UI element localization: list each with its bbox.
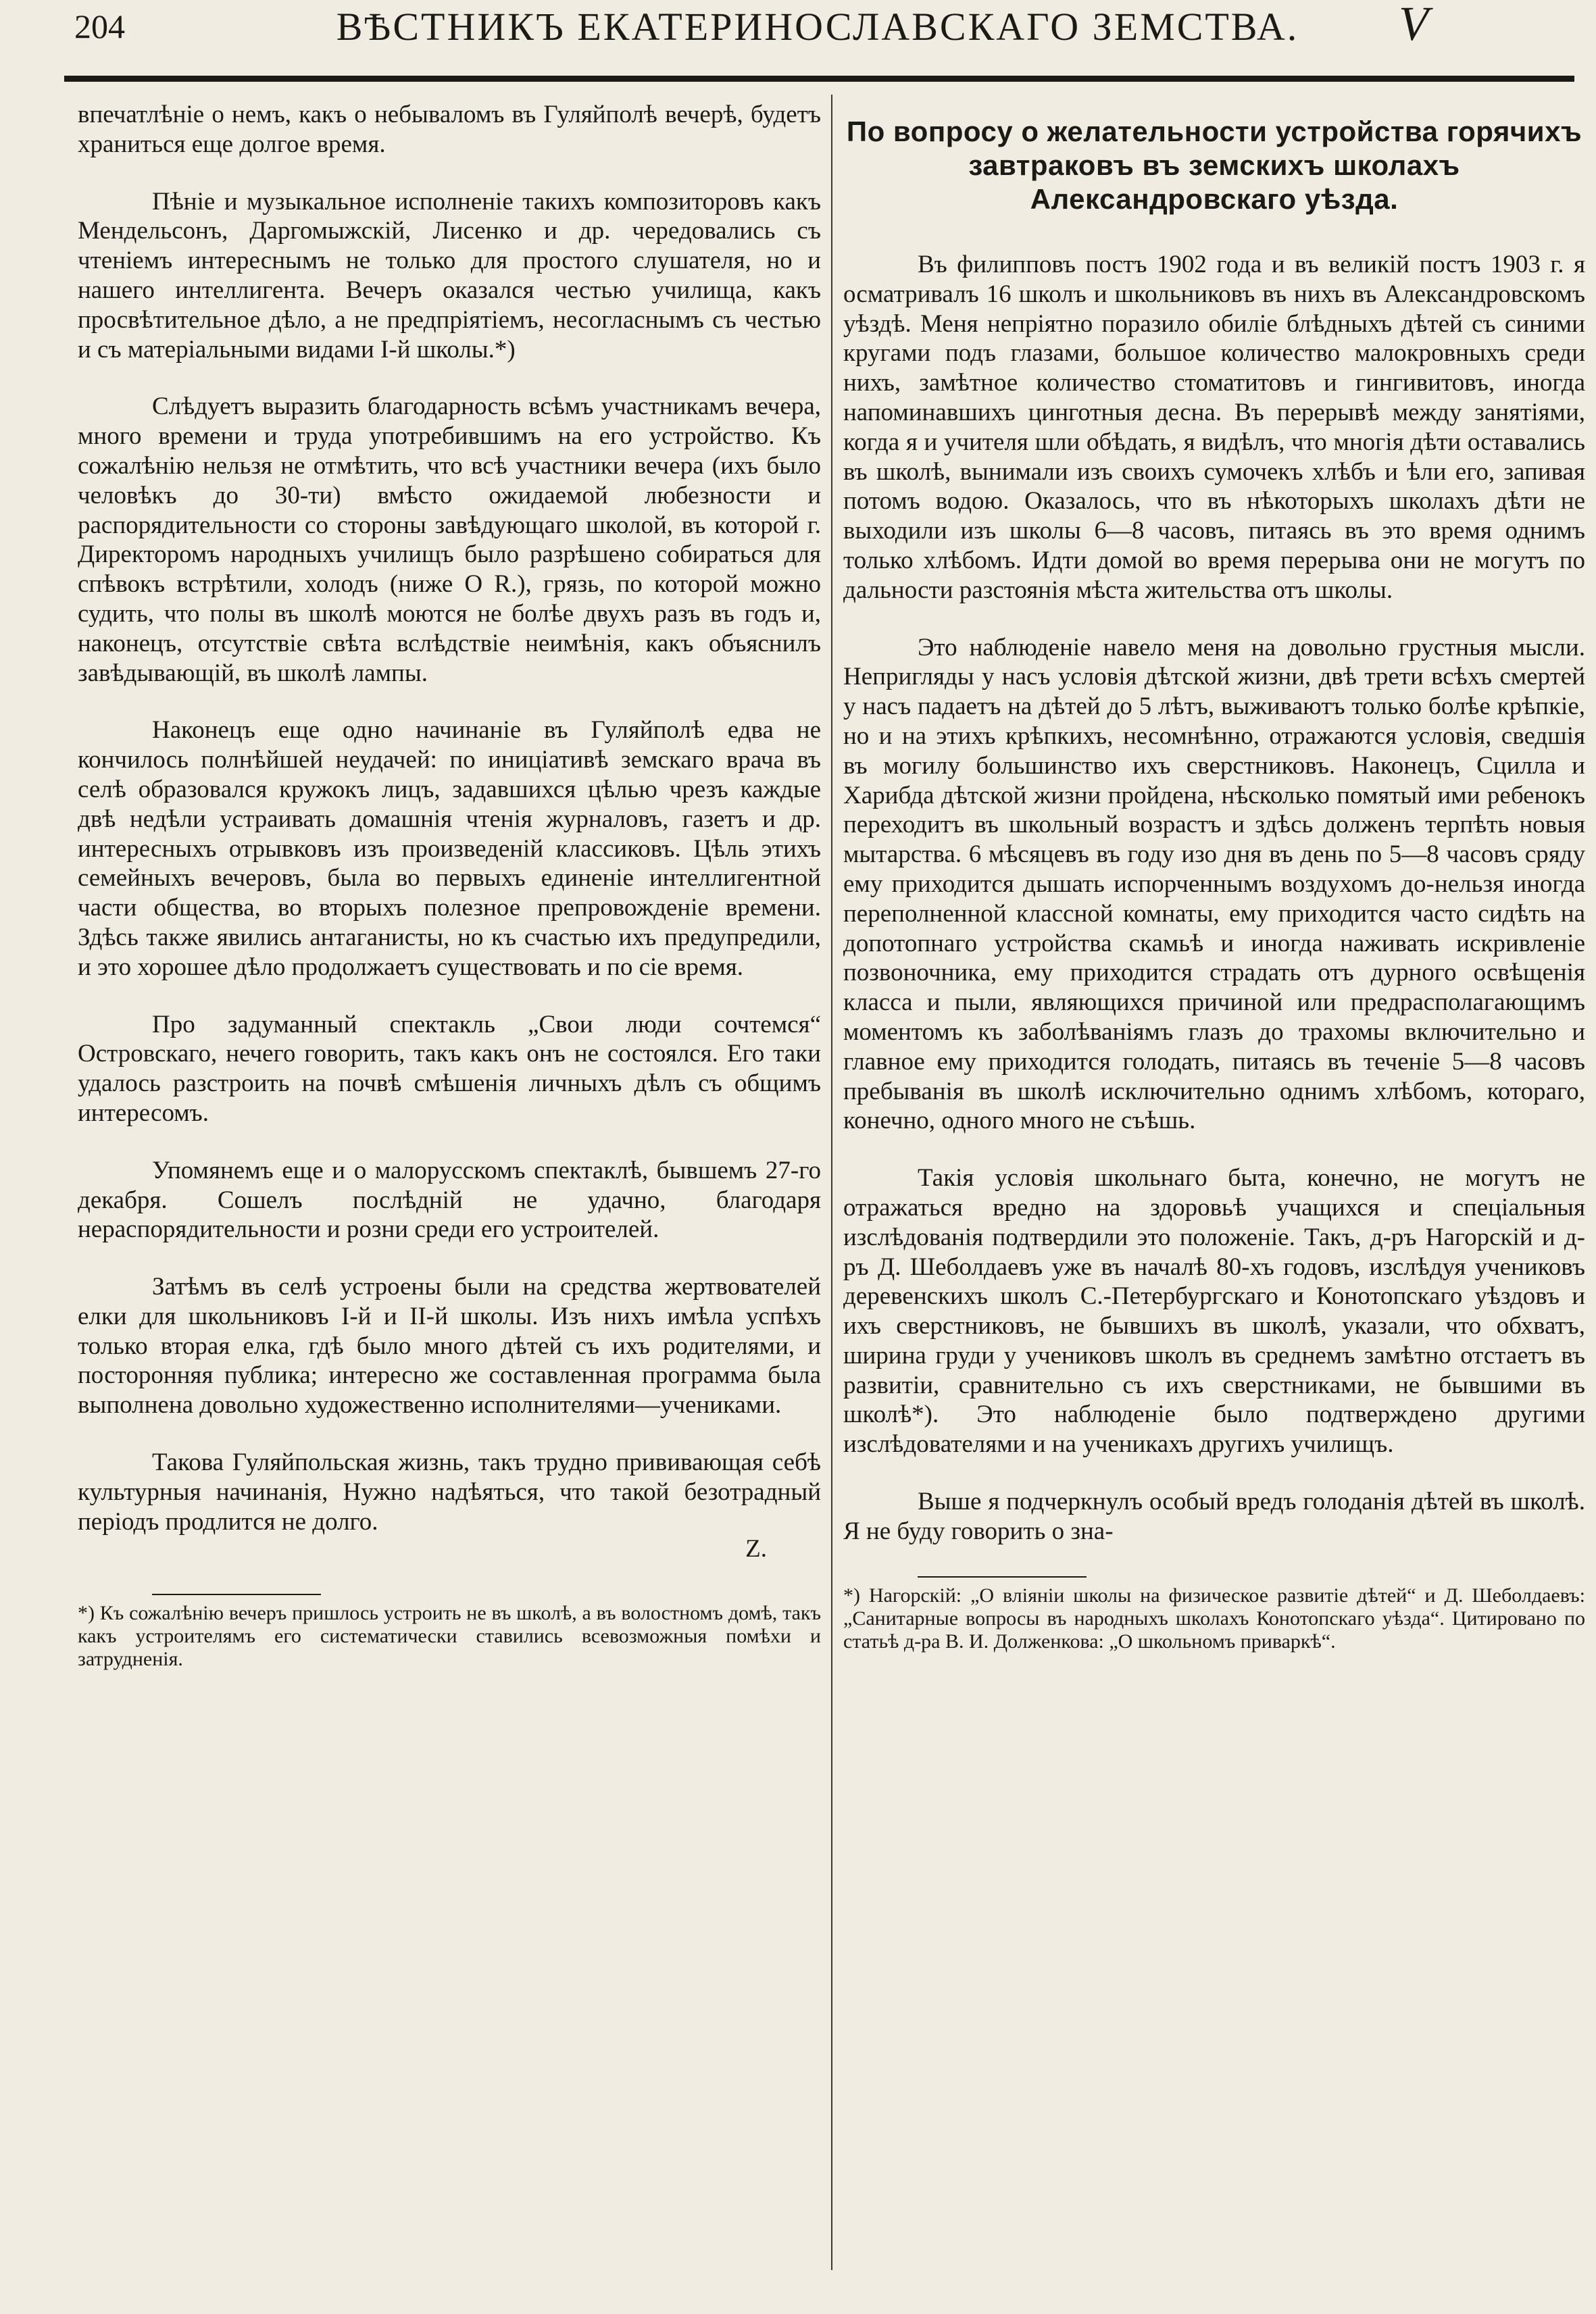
header-rule <box>64 76 1574 82</box>
left-paragraph-4: Наконецъ еще одно начинаніе въ Гуляйполѣ едва не кончилось полнѣйшей неудачей: по иниціативѣ земскаго врача въ селѣ образовался кружокъ лицъ, задавшихся цѣлью чрезъ каждые двѣ недѣли устраивать домашнія чтенія журналовъ, газетъ и др. интересныхъ отрывковъ изъ произведеній классиковъ. Цѣль этихъ семейныхъ вечеровъ, была во первыхъ единеніе интеллигентной части общества, во вторыхъ полезное препровожденіе времени. Здѣсь также явились антаганисты, но къ счастью ихъ предупредили, и это хорошее дѣло продолжаетъ существовать и по сіе время. <box>78 716 821 981</box>
right-footnote: *) Нагорскій: „О вліяніи школы на физическое развитіе дѣтей“ и Д. Шеболдаевъ: „Санитарные вопросы въ народныхъ школахъ Конотопскаго уѣзда“. Цитировано по статьѣ д-ра В. И. Долженкова: „О школьномъ приваркѣ“. <box>843 1584 1585 1653</box>
left-paragraph-6: Упомянемъ еще и о малорусскомъ спектаклѣ, бывшемъ 27-го декабря. Сошелъ послѣдній не удачно, благодаря нераспорядительности и розни среди его устроителей. <box>78 1156 821 1244</box>
handwritten-check-mark: V <box>1399 0 1428 51</box>
footnote-rule <box>152 1594 321 1595</box>
left-paragraph-7: Затѣмъ въ селѣ устроены были на средства жертвователей елки для школьниковъ I-й и II-й школы. Изъ нихъ имѣла успѣхъ только вторая елка, гдѣ было много дѣтей съ ихъ родителями, и посторонняя публика; интересно же составленная программа была выполнена довольно художественно исполнителями—учениками. <box>78 1273 821 1419</box>
right-paragraph-1: Въ филипповъ постъ 1902 года и въ великій постъ 1903 г. я осматривалъ 16 школъ и школьниковъ въ нихъ въ Александровскомъ уѣздѣ. Меня непріятно поразило обиліе блѣдныхъ дѣтей съ синими кругами подъ глазами, большое количество малокровныхъ среди нихъ, замѣтное количество стоматитовъ и гингивитовъ, иногда напоминавшихъ цинготныя десна. Въ перерывѣ между занятіями, когда я и учителя шли обѣдать, я видѣлъ, что многія дѣти оставались въ школѣ, вынимали изъ своихъ сумочекъ хлѣбъ и ѣли его, запивая потомъ водою. Оказалось, что въ нѣкоторыхъ школахъ дѣти не выходили изъ школы 6—8 часовъ, питаясь въ это время однимъ только хлѣбомъ. Идти домой во время перерыва они не могутъ по дальности разстоянія мѣста жительства отъ школы. <box>843 251 1585 604</box>
left-paragraph-5: Про задуманный спектакль „Свои люди сочтемся“ Островскаго, нечего говорить, такъ какъ онъ не состоялся. Его таки удалось разстроить на почвѣ смѣшенія личныхъ дѣлъ съ общимъ интересомъ. <box>78 1010 821 1127</box>
left-paragraph-2: Пѣніе и музыкальное исполненіе такихъ композиторовъ какъ Мендельсонъ, Даргомыжскій, Лисенко и др. чередовались съ чтеніемъ интереснымъ не только для простого слушателя, но и нашего интеллигента. Вечеръ оказался честью училища, какъ просвѣтительное дѣло, а не предпріятіемъ, несогласнымъ съ честью и съ матеріальными видами I-й школы.*) <box>78 187 821 363</box>
right-paragraph-2: Это наблюденіе навело меня на довольно грустныя мысли. Непригляды у насъ условія дѣтской жизни, двѣ трети всѣхъ смертей у насъ падаетъ на дѣтей до 5 лѣтъ, выживаютъ только болѣе крѣпкіе, но и на этихъ крѣпкихъ, несомнѣнно, отражаются условія, сведшія въ могилу большинство ихъ сверстниковъ. Наконецъ, Сцилла и Харибда дѣтской жизни пройдена, нѣсколько помятый ими ребенокъ переходитъ въ школьный возрастъ и здѣсь долженъ терпѣть новыя мытарства. 6 мѣсяцевъ въ году изо дня въ день по 5—8 часовъ сряду ему приходится дышать испорченнымъ воздухомъ до-нельзя иногда переполненной классной комнаты, ему приходится часто сидѣть на допотопнаго устройства скамьѣ и иногда наживать искривленіе позвоночника, ему приходится страдать отъ дурного освѣщенія класса и пыли, являющихся причиной или предрасполагающимъ моментомъ къ заболѣваніямъ глазъ до трахомы включительно и главное ему приходится голодать, питаясь въ теченіе 5—8 часовъ пребыванія въ школѣ исключительно однимъ хлѣбомъ, котораго, конечно, одного много не съѣшь. <box>843 633 1585 1135</box>
left-paragraph-3: Слѣдуетъ выразить благодарность всѣмъ участникамъ вечера, много времени и труда употребившимъ на его устройство. Къ сожалѣнію нельзя не отмѣтить, что всѣ участники вечера (ихъ было человѣкъ до 30-ти) вмѣсто ожидаемой любезности и распорядительности со стороны завѣдующаго школой, въ которой г. Директоромъ народныхъ училищъ было разрѣшено собираться для спѣвокъ встрѣтили, холодъ (ниже O R.), грязь, по которой можно судить, что полы въ школѣ моются не болѣе двухъ разъ въ годъ и, наконецъ, отсутствіе свѣта вслѣдствіе неимѣнія, какъ объяснилъ завѣдывающій, въ школѣ лампы. <box>78 393 821 687</box>
left-paragraph-1: впечатлѣніе о немъ, какъ о небываломъ въ Гуляйполѣ вечерѣ, будетъ храниться еще долгое время. <box>78 101 821 158</box>
page-number: 204 <box>74 7 125 45</box>
right-paragraph-4: Выше я подчеркнулъ особый вредъ голоданія дѣтей въ школѣ. Я не буду говорить о зна- <box>843 1488 1585 1545</box>
footnote-rule <box>918 1576 1087 1578</box>
journal-title: ВѢСТНИКЪ ЕКАТЕРИНОСЛАВСКАГО ЗЕМСТВА. <box>336 5 1299 49</box>
right-column <box>843 100 1585 1653</box>
right-paragraph-3: Такія условія школьнаго быта, конечно, не могутъ не отражаться вредно на здоровьѣ учащихся и спеціальныя изслѣдованія подтвердили это положеніе. Такъ, д-ръ Нагорскій и д-ръ Д. Шеболдаевъ уже въ началѣ 80-хъ годовъ, изслѣдуя учениковъ деревенскихъ школъ С.-Петербургскаго и Конотопскаго уѣздовъ и ихъ сверстниковъ, не бывшихъ въ школѣ, указали, что обхватъ, ширина груди у учениковъ школъ въ среднемъ замѣтно отстаетъ въ развитіи, сравнительно съ ихъ сверстниками, не бывшими въ школѣ*). Это наблюденіе было подтверждено другими изслѣдователями и на ученикахъ другихъ училищъ. <box>843 1164 1585 1459</box>
column-divider <box>831 95 832 2270</box>
left-footnote: *) Къ сожалѣнію вечеръ пришлось устроить не въ школѣ, а въ волостномъ домѣ, такъ какъ устроителямъ его систематически ставились всевозможныя помѣхи и затрудненія. <box>78 1602 821 1671</box>
left-paragraph-8: Такова Гуляйпольская жизнь, такъ трудно прививающая себѣ культурныя начинанія, Нужно надѣяться, что такой безотрадный періодъ продлится не долго. <box>78 1449 821 1536</box>
author-signature: Z. <box>745 1535 767 1563</box>
left-column <box>78 100 821 1671</box>
article-title: По вопросу о желательности устройства горячихъ завтраковъ въ земскихъ школахъ Александровскаго уѣзда. <box>846 116 1582 215</box>
